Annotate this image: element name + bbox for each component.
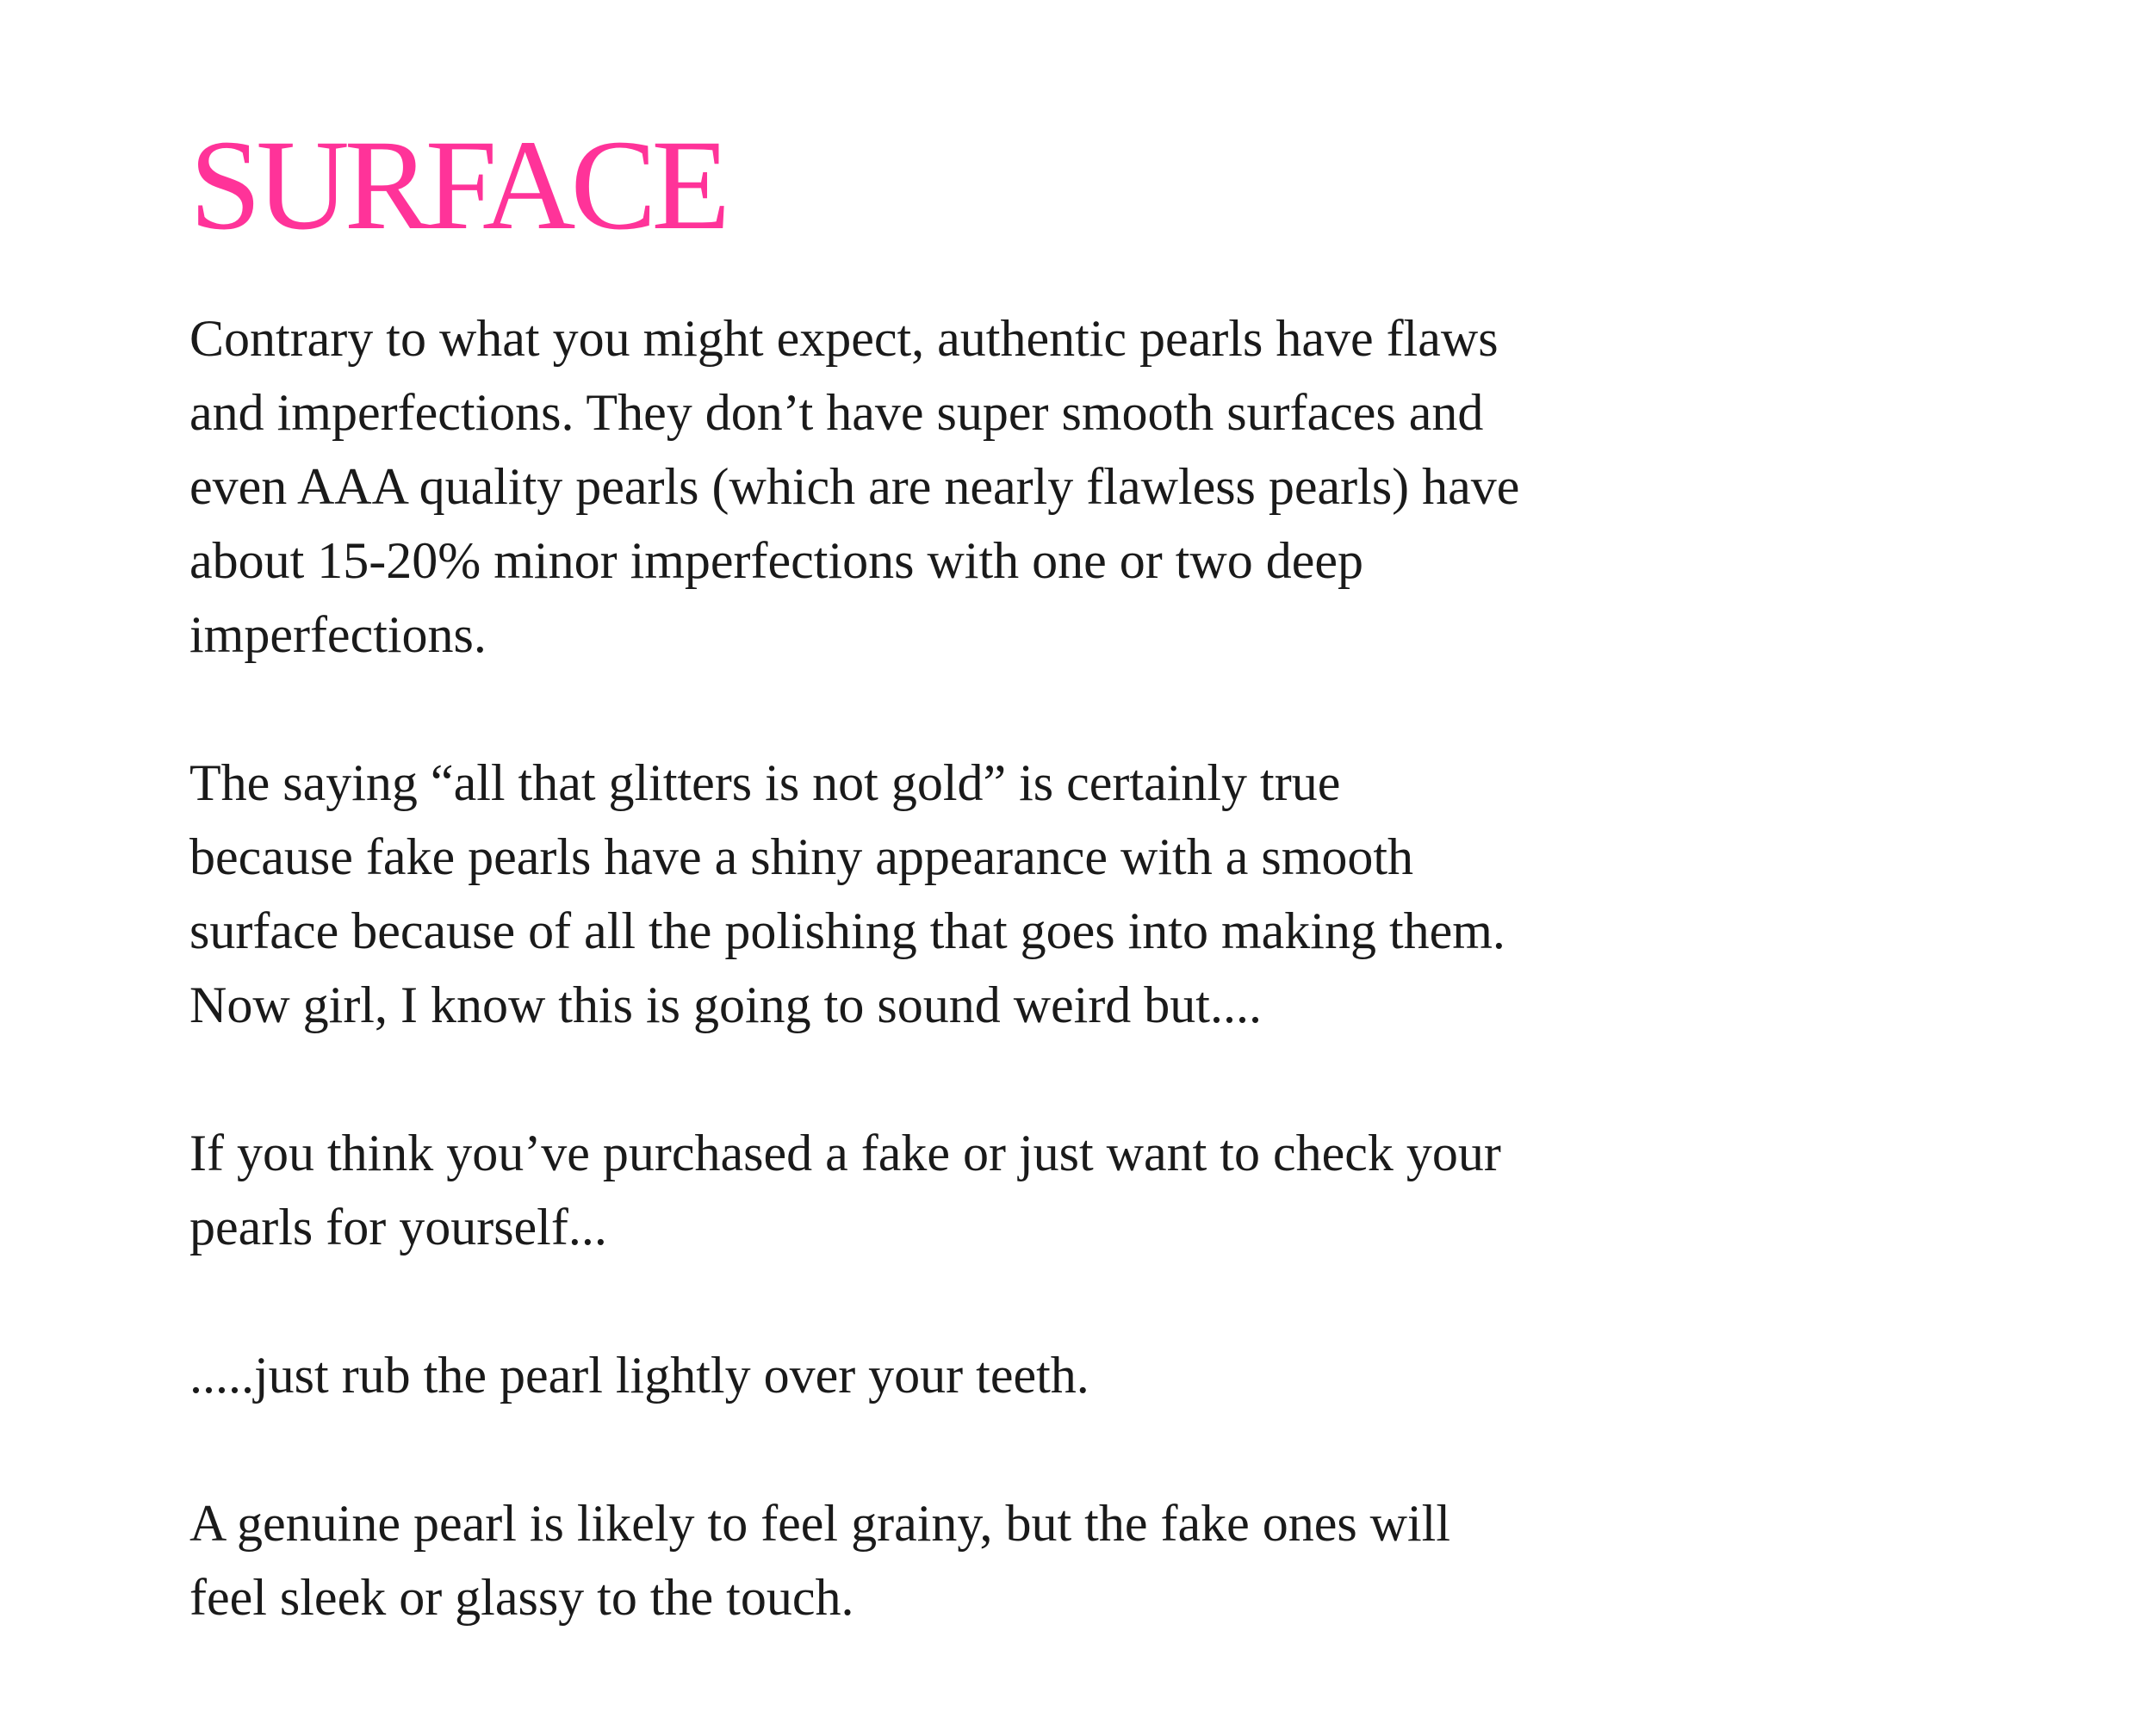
text-line: pearls for yourself... <box>189 1199 607 1256</box>
text-line: Now girl, I know this is going to sound weird but.... <box>189 976 1262 1033</box>
text-line: feel sleek or glassy to the touch. <box>189 1569 854 1626</box>
text-line: because fake pearls have a shiny appearance with a smooth <box>189 828 1414 885</box>
text-line: surface because of all the polishing that goes into making them. <box>189 902 1505 959</box>
text-line: If you think you’ve purchased a fake or just want to check your <box>189 1125 1501 1181</box>
text-line: A genuine pearl is likely to feel grainy, but the fake ones will <box>189 1495 1451 1552</box>
text-line: about 15-20% minor imperfections with one or two deep <box>189 532 1364 589</box>
body-text <box>189 301 1688 1634</box>
text-line: imperfections. <box>189 606 487 663</box>
paragraph-check-pearls <box>189 1116 1688 1264</box>
paragraph-genuine-feel <box>189 1486 1688 1634</box>
paragraph-authentic-flaws <box>189 301 1688 672</box>
text-line: and imperfections. They don’t have super smooth surfaces and <box>189 384 1484 441</box>
paragraph-teeth-test <box>189 1338 1688 1412</box>
text-line: The saying “all that glitters is not gold” is certainly true <box>189 754 1341 811</box>
text-line: even AAA quality pearls (which are nearly flawless pearls) have <box>189 458 1520 515</box>
text-line: Contrary to what you might expect, authentic pearls have flaws <box>189 310 1499 367</box>
text-line: .....just rub the pearl lightly over your teeth. <box>189 1347 1089 1404</box>
paragraph-glitters <box>189 746 1688 1042</box>
page-title: SURFACE <box>189 114 726 257</box>
